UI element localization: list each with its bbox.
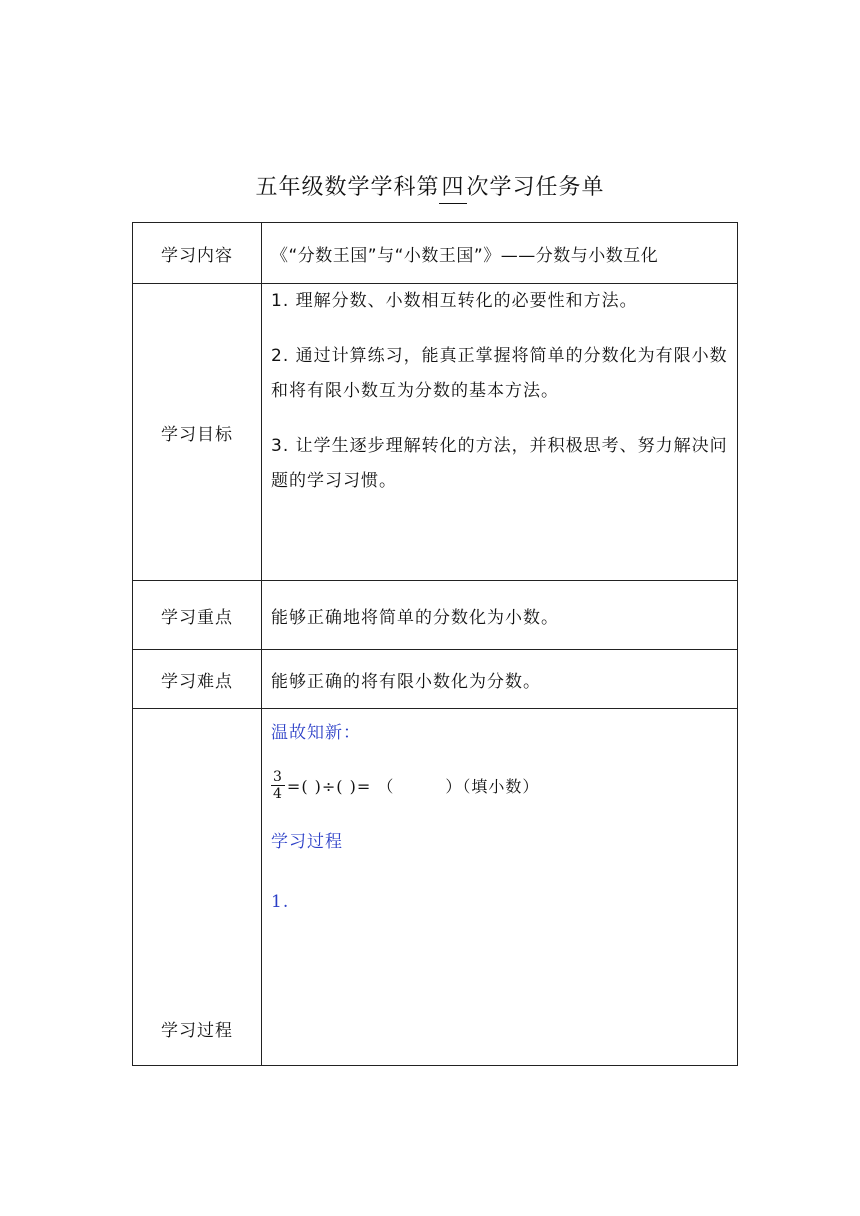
key-point-value: 能够正确地将简单的分数化为小数。 bbox=[262, 581, 738, 650]
content-label: 学习内容 bbox=[133, 223, 262, 284]
step-1: 1. bbox=[271, 892, 290, 912]
process-label: 学习过程 bbox=[133, 709, 262, 1066]
row-goals bbox=[133, 284, 738, 581]
page-title bbox=[0, 168, 860, 208]
difficulty-value: 能够正确的将有限小数化为分数。 bbox=[262, 650, 738, 709]
fraction-denominator: 4 bbox=[273, 786, 283, 802]
process-content bbox=[262, 709, 738, 1066]
process-heading: 学习过程 bbox=[271, 832, 343, 852]
goal-item: 3. 让学生逐步理解转化的方法，并积极思考、努力解决问题的学习习惯。 bbox=[271, 436, 728, 491]
exercise-text: =( )÷( )= （ ）（填小数） bbox=[286, 777, 540, 796]
difficulty-label: 学习难点 bbox=[133, 650, 262, 709]
row-process bbox=[133, 709, 738, 1066]
goals-list bbox=[262, 284, 738, 581]
goals-label: 学习目标 bbox=[133, 284, 262, 581]
title-suffix: 次学习任务单 bbox=[466, 175, 605, 200]
review-heading: 温故知新： bbox=[271, 723, 361, 743]
fraction-numerator: 3 bbox=[273, 769, 283, 785]
fraction bbox=[271, 769, 285, 802]
row-content bbox=[133, 223, 738, 284]
row-key-point bbox=[133, 581, 738, 650]
content-value: 《“分数王国”与“小数王国”》——分数与小数互化 bbox=[262, 223, 738, 284]
task-sheet-table bbox=[132, 222, 738, 1066]
title-number: 四 bbox=[439, 173, 466, 204]
row-difficulty bbox=[133, 650, 738, 709]
goal-item: 2. 通过计算练习，能真正掌握将简单的分数化为有限小数和将有限小数互为分数的基本方法。 bbox=[271, 346, 728, 401]
title-prefix: 五年级数学学科第 bbox=[255, 175, 440, 200]
key-point-label: 学习重点 bbox=[133, 581, 262, 650]
fraction-exercise bbox=[271, 769, 733, 802]
goal-item: 1. 理解分数、小数相互转化的必要性和方法。 bbox=[271, 291, 638, 311]
